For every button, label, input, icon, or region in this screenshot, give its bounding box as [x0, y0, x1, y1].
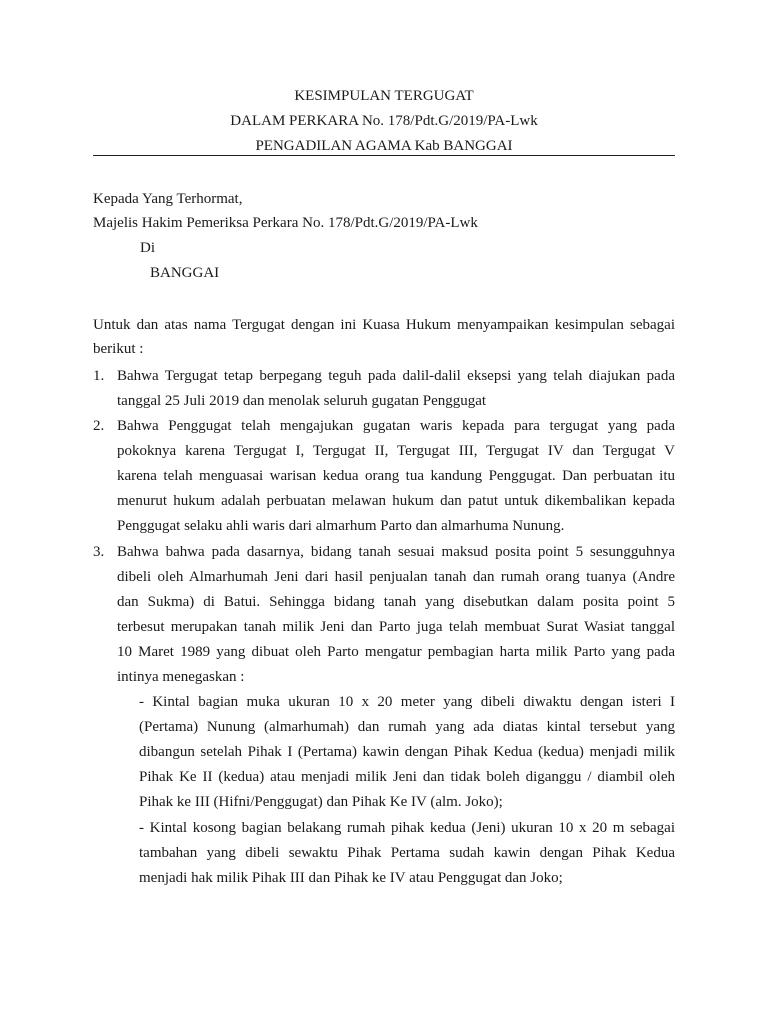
intro-line: Untuk dan atas nama Tergugat dengan ini Kuasa Hukum menyampaikan kesimpulan sebagai	[93, 317, 675, 333]
subitem-line: (Pertama) Nunung (almarhumah) dan rumah yang ada diatas kintal tersebut yang	[139, 719, 675, 735]
item-line: dan Sukma) di Batui. Sehingga bidang tanah yang disebutkan dalam posita point 5	[117, 594, 675, 610]
intro-line: berikut :	[93, 341, 144, 357]
greeting: Kepada Yang Terhormat,	[93, 191, 243, 207]
header-divider	[93, 155, 675, 156]
subitem-line: Pihak Ke II (kedua) atau menjadi milik Jeni dan tidak boleh diganggu / diambil oleh	[139, 769, 675, 785]
item-line: 10 Maret 1989 yang dibuat oleh Parto mengatur pembagian harta milik Parto yang pada	[117, 644, 675, 660]
item-line: karena telah menguasai warisan kedua orang tua kandung Penggugat. Dan perbuatan itu	[117, 468, 675, 484]
item-line: pokoknya karena Tergugat I, Tergugat II, Tergugat III, Tergugat IV dan Tergugat V	[117, 443, 675, 459]
item-line: Bahwa bahwa pada dasarnya, bidang tanah sesuai maksud posita point 5 sesungguhnya	[117, 544, 675, 560]
item-line: terbesut merupakan tanah milik Jeni dan Parto juga telah membuat Surat Wasiat tanggal	[117, 619, 675, 635]
case-number-heading: DALAM PERKARA No. 178/Pdt.G/2019/PA-Lwk	[230, 113, 538, 129]
subitem-line: menjadi hak milik Pihak III dan Pihak ke IV atau Penggugat dan Joko;	[139, 870, 563, 886]
address-place: BANGGAI	[150, 265, 220, 281]
item-line: menurut hukum adalah perbuatan melawan hukum dan patut untuk dikembalikan kepada	[117, 493, 675, 509]
court-name-heading: PENGADILAN AGAMA Kab BANGGAI	[255, 138, 513, 154]
subitem-line: dibangun setelah Pihak I (Pertama) kawin dengan Pihak Kedua (kedua) menjadi milik	[139, 744, 675, 760]
item-line: intinya menegaskan :	[117, 669, 245, 685]
subitem-line: - Kintal kosong bagian belakang rumah pihak kedua (Jeni) ukuran 10 x 20 m sebagai	[139, 820, 675, 836]
item-number: 1.	[93, 368, 105, 384]
address-di: Di	[140, 240, 155, 256]
item-number: 2.	[93, 418, 105, 434]
subitem-line: tambahan yang dibeli sewaktu Pihak Pertama sudah kawin dengan Pihak Kedua	[139, 845, 675, 861]
item-line: Bahwa Tergugat tetap berpegang teguh pada dalil-dalil eksepsi yang telah diajukan pada	[117, 368, 675, 384]
item-line: Penggugat selaku ahli waris dari almarhum Parto dan almarhuma Nunung.	[117, 518, 565, 534]
item-line: dibeli oleh Almarhumah Jeni dari hasil penjualan tanah dan rumah orang tuanya (Andre	[117, 569, 675, 585]
recipient: Majelis Hakim Pemeriksa Perkara No. 178/Pdt.G/2019/PA-Lwk	[93, 215, 478, 231]
document-title: KESIMPULAN TERGUGAT	[294, 88, 474, 104]
subitem-line: Pihak ke III (Hifni/Penggugat) dan Pihak Ke IV (alm. Joko);	[139, 794, 503, 810]
subitem-line: - Kintal bagian muka ukuran 10 x 20 meter yang dibeli diwaktu dengan isteri I	[139, 694, 675, 710]
item-line: Bahwa Penggugat telah mengajukan gugatan waris kepada para tergugat yang pada	[117, 418, 675, 434]
item-number: 3.	[93, 544, 105, 560]
item-line: tanggal 25 Juli 2019 dan menolak seluruh gugatan Penggugat	[117, 393, 487, 409]
